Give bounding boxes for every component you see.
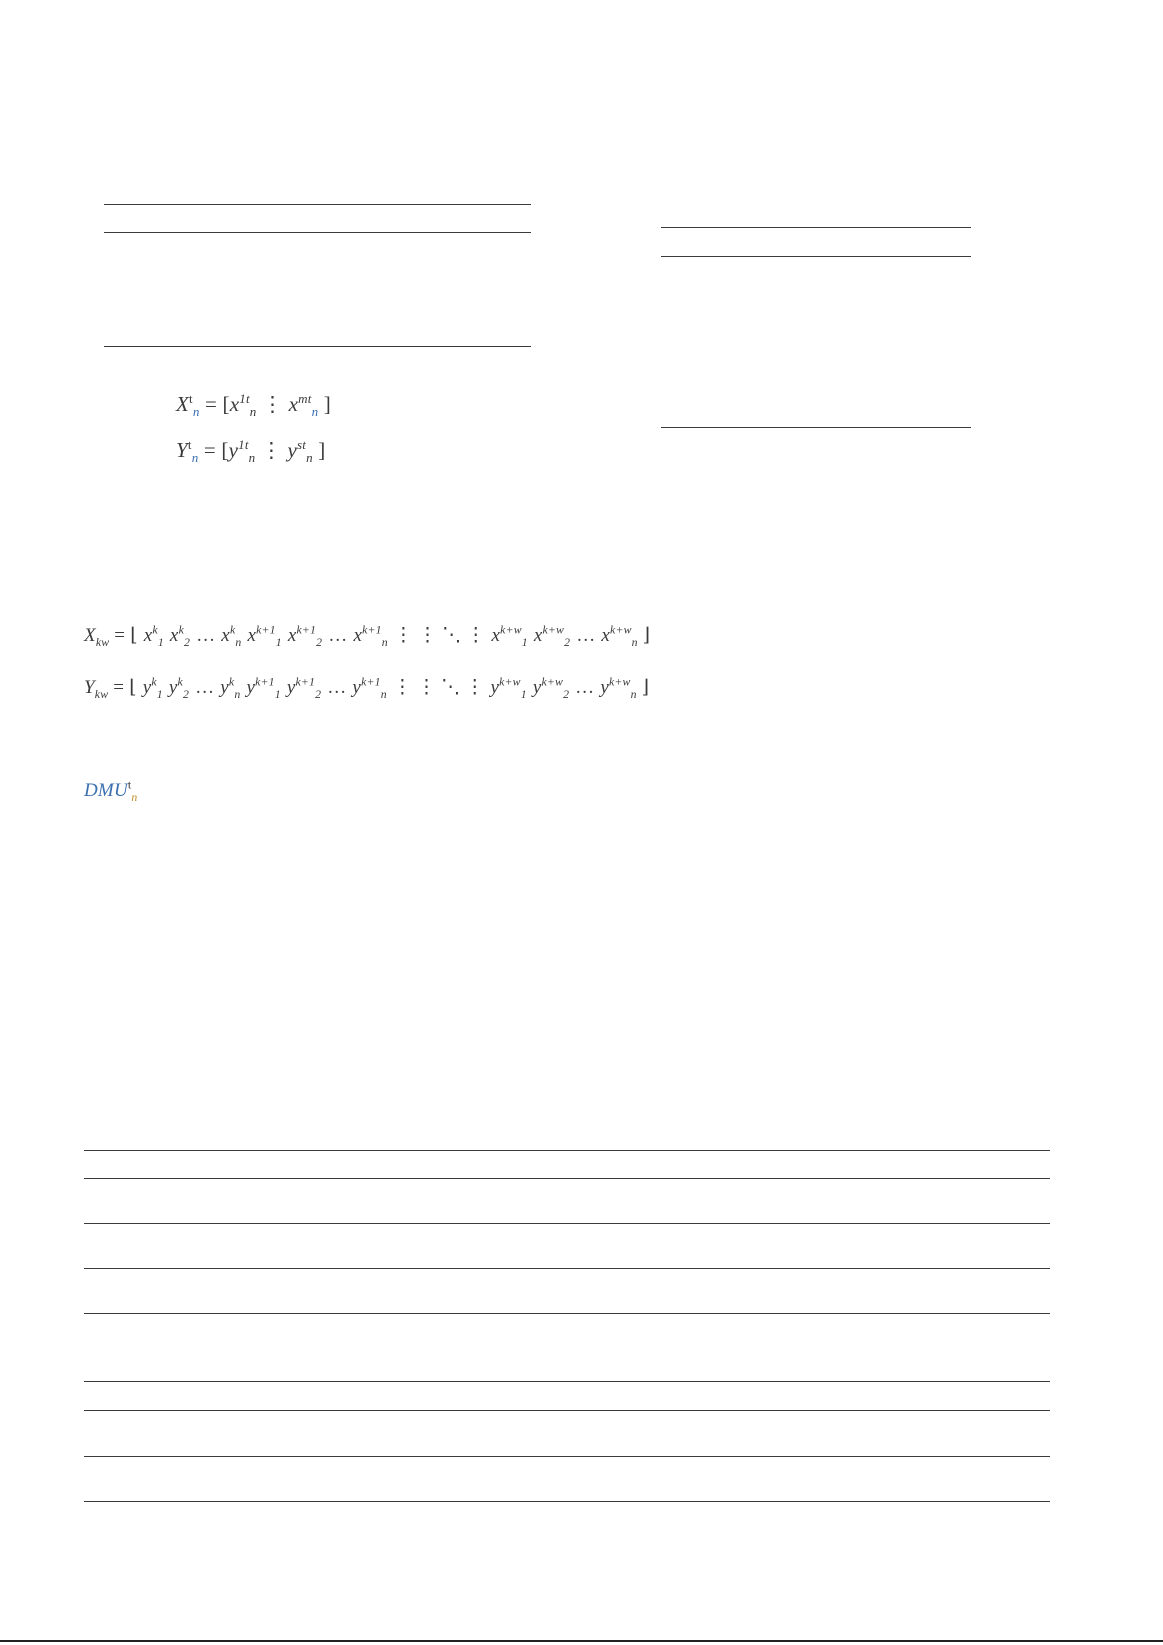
eq-wy-term-var: y bbox=[286, 677, 296, 698]
eq-wy-term-sub: 2 bbox=[315, 687, 322, 701]
eq-wx-term-sub: n bbox=[235, 635, 242, 649]
eq-wy-equals: = bbox=[113, 677, 125, 698]
eq-wx-term-3 bbox=[221, 623, 242, 649]
eq-wy-term-var: y bbox=[490, 677, 500, 698]
eq-wy-term-sub: n bbox=[234, 687, 241, 701]
eq-wy-term-var: y bbox=[246, 677, 256, 698]
eq-x-first-sup: 1t bbox=[239, 391, 250, 406]
eq-wx-term-1 bbox=[169, 623, 191, 649]
eq-wy-sep-11: … bbox=[575, 677, 595, 698]
eq-wx-lhs-sub: kw bbox=[95, 635, 110, 649]
eq-wx-term-sup: k bbox=[229, 623, 236, 637]
eq-x-last-sup: mt bbox=[298, 391, 312, 406]
eq-wx-term-sup: k+1 bbox=[256, 623, 276, 637]
eq-wy-term-12 bbox=[600, 675, 637, 701]
eq-wy-term-sup: k+1 bbox=[295, 675, 316, 689]
eq-wy-term-var: y bbox=[352, 677, 362, 698]
dmu-sup: t bbox=[127, 778, 132, 792]
eq-wy-lhs-sub: kw bbox=[94, 687, 109, 701]
eq-y-first: y bbox=[228, 438, 239, 462]
eq-wy-body bbox=[137, 675, 637, 701]
eq-y-first-sup: 1t bbox=[238, 437, 249, 452]
eq-wy-term-5 bbox=[286, 675, 322, 701]
eq-wy-term-sub: 1 bbox=[520, 687, 527, 701]
table-3-row-rule-1 bbox=[84, 1223, 1050, 1224]
eq-wx-lhs: X bbox=[84, 625, 96, 646]
eq-wx-term-sub: 1 bbox=[275, 635, 282, 649]
table-3-row-rule-6 bbox=[84, 1456, 1050, 1457]
table-1-bottom-rule bbox=[104, 346, 531, 347]
eq-wy-term-9 bbox=[490, 675, 527, 701]
eq-wx-term-sup: k+1 bbox=[362, 623, 382, 637]
eq-y-last-sub: n bbox=[306, 450, 313, 466]
table-1-top-rule bbox=[104, 204, 531, 205]
eq-wy-term-sub: n bbox=[630, 687, 637, 701]
eq-x-open-bracket: [ bbox=[222, 392, 230, 416]
table-1-header-rule bbox=[104, 232, 531, 233]
equation-input-matrix bbox=[176, 391, 331, 420]
eq-wy-term-sup: k+1 bbox=[255, 675, 275, 689]
eq-wx-term-sup: k+w bbox=[542, 623, 565, 637]
eq-wx-term-12 bbox=[601, 623, 638, 649]
page-bottom-border bbox=[0, 1640, 1163, 1642]
eq-wy-term-4 bbox=[246, 675, 281, 701]
eq-wx-sep-2: … bbox=[196, 625, 216, 646]
eq-wy-lhs: Y bbox=[84, 677, 95, 698]
eq-wx-term-sup: k+w bbox=[500, 623, 522, 637]
eq-wy-term-sub: n bbox=[380, 687, 387, 701]
dmu-sub: n bbox=[131, 790, 138, 804]
eq-wx-sep-11: … bbox=[576, 625, 596, 646]
eq-wx-term-var: x bbox=[601, 625, 611, 646]
eq-wy-open-bracket: ⌊ bbox=[129, 677, 137, 698]
eq-x-lhs: X bbox=[176, 392, 190, 416]
eq-wy-term-0 bbox=[142, 675, 163, 701]
dmu-base: DMU bbox=[84, 780, 128, 801]
eq-wy-term-sup: k bbox=[177, 675, 183, 689]
eq-wy-term-1 bbox=[168, 675, 190, 701]
eq-x-equals: = bbox=[205, 392, 218, 416]
eq-y-separator: ⋮ bbox=[260, 438, 283, 462]
eq-y-close-bracket: ] bbox=[318, 438, 326, 462]
eq-x-separator: ⋮ bbox=[261, 392, 284, 416]
eq-wx-term-var: x bbox=[143, 625, 153, 646]
eq-y-last: y bbox=[287, 438, 298, 462]
eq-y-open-bracket: [ bbox=[221, 438, 229, 462]
eq-wx-open-bracket: ⌊ bbox=[130, 625, 138, 646]
eq-wx-term-var: x bbox=[491, 625, 501, 646]
eq-wy-term-sup: k bbox=[228, 675, 235, 689]
eq-wx-body bbox=[138, 623, 638, 649]
eq-x-close-bracket: ] bbox=[323, 392, 331, 416]
eq-wx-equals: = bbox=[114, 625, 126, 646]
eq-x-last-sub: n bbox=[311, 404, 319, 420]
eq-x-first: x bbox=[229, 392, 240, 416]
eq-wx-term-7 bbox=[353, 623, 388, 649]
equation-window-outputs bbox=[84, 676, 649, 699]
eq-wy-term-sub: 2 bbox=[563, 687, 570, 701]
eq-wx-term-var: x bbox=[287, 625, 297, 646]
eq-y-lhs-sup: t bbox=[187, 437, 192, 452]
eq-wx-term-var: x bbox=[353, 625, 363, 646]
eq-wx-term-9 bbox=[491, 623, 528, 649]
equation-output-matrix bbox=[176, 437, 326, 466]
eq-wx-term-sub: n bbox=[631, 635, 638, 649]
eq-y-lhs-sub: n bbox=[191, 450, 199, 466]
eq-wy-term-7 bbox=[352, 675, 387, 701]
eq-wx-term-var: x bbox=[247, 625, 257, 646]
eq-wy-term-sup: k bbox=[151, 675, 157, 689]
eq-wy-sep-6: … bbox=[327, 677, 347, 698]
eq-y-last-sup: st bbox=[297, 437, 307, 452]
eq-x-first-sub: n bbox=[249, 404, 257, 420]
eq-wy-term-sub: 1 bbox=[156, 687, 163, 701]
eq-wx-term-4 bbox=[247, 623, 282, 649]
eq-wy-term-sup: k+1 bbox=[361, 675, 381, 689]
eq-wx-term-5 bbox=[287, 623, 323, 649]
table-2-header-rule bbox=[661, 256, 971, 257]
eq-wx-sep-6: … bbox=[328, 625, 348, 646]
eq-x-lhs-sup: t bbox=[189, 391, 193, 406]
eq-y-first-sub: n bbox=[248, 450, 256, 466]
table-3-bottom-rule bbox=[84, 1501, 1050, 1502]
eq-wx-term-0 bbox=[143, 623, 164, 649]
table-3-row-rule-5 bbox=[84, 1410, 1050, 1411]
eq-wy-sep-8: ⋮ ⋮ ⋱ ⋮ bbox=[392, 677, 485, 698]
eq-wx-term-var: x bbox=[533, 625, 543, 646]
eq-wx-term-sub: n bbox=[381, 635, 388, 649]
equation-window-inputs bbox=[84, 624, 650, 647]
eq-wx-term-sup: k+w bbox=[610, 623, 632, 637]
eq-wx-term-var: x bbox=[169, 625, 179, 646]
eq-x-last: x bbox=[288, 392, 299, 416]
eq-wy-term-var: y bbox=[142, 677, 152, 698]
eq-wx-term-sub: 1 bbox=[521, 635, 528, 649]
eq-wy-term-sup: k+w bbox=[609, 675, 631, 689]
eq-y-equals: = bbox=[203, 438, 216, 462]
eq-wy-sep-2: … bbox=[195, 677, 215, 698]
eq-wy-term-var: y bbox=[168, 677, 178, 698]
eq-wx-term-10 bbox=[533, 623, 571, 649]
table-3-row-rule-3 bbox=[84, 1313, 1050, 1314]
eq-wx-term-sub: 2 bbox=[184, 635, 191, 649]
table-3-row-rule-4 bbox=[84, 1381, 1050, 1382]
eq-wx-term-sub: 1 bbox=[157, 635, 164, 649]
table-3-top-rule bbox=[84, 1150, 1050, 1151]
eq-x-lhs-sub: n bbox=[192, 404, 200, 420]
eq-y-lhs: Y bbox=[176, 438, 188, 462]
eq-wy-term-sub: 2 bbox=[182, 687, 190, 701]
eq-wy-term-var: y bbox=[220, 677, 229, 698]
eq-wx-sep-8: ⋮ ⋮ ⋱ ⋮ bbox=[393, 625, 486, 646]
eq-wx-close-bracket: ⌋ bbox=[637, 625, 651, 646]
eq-wy-term-sub: 1 bbox=[274, 687, 281, 701]
eq-wy-term-var: y bbox=[532, 677, 542, 698]
table-3-header-rule bbox=[84, 1178, 1050, 1179]
eq-wy-close-bracket: ⌋ bbox=[636, 677, 650, 698]
table-2-bottom-rule bbox=[661, 427, 971, 428]
eq-wx-term-sub: 2 bbox=[316, 635, 323, 649]
table-2-top-rule bbox=[661, 227, 971, 228]
eq-wx-term-sup: k bbox=[178, 623, 184, 637]
table-3-row-rule-2 bbox=[84, 1268, 1050, 1269]
eq-wy-term-3 bbox=[220, 675, 241, 701]
dmu-symbol bbox=[84, 780, 137, 802]
eq-wy-term-sup: k+w bbox=[499, 675, 521, 689]
eq-wy-term-10 bbox=[532, 675, 570, 701]
eq-wx-term-sup: k bbox=[152, 623, 158, 637]
eq-wy-term-var: y bbox=[600, 677, 609, 698]
eq-wx-term-sub: 2 bbox=[564, 635, 571, 649]
eq-wx-term-sup: k+1 bbox=[296, 623, 317, 637]
eq-wx-term-var: x bbox=[221, 625, 230, 646]
eq-wy-term-sup: k+w bbox=[541, 675, 564, 689]
